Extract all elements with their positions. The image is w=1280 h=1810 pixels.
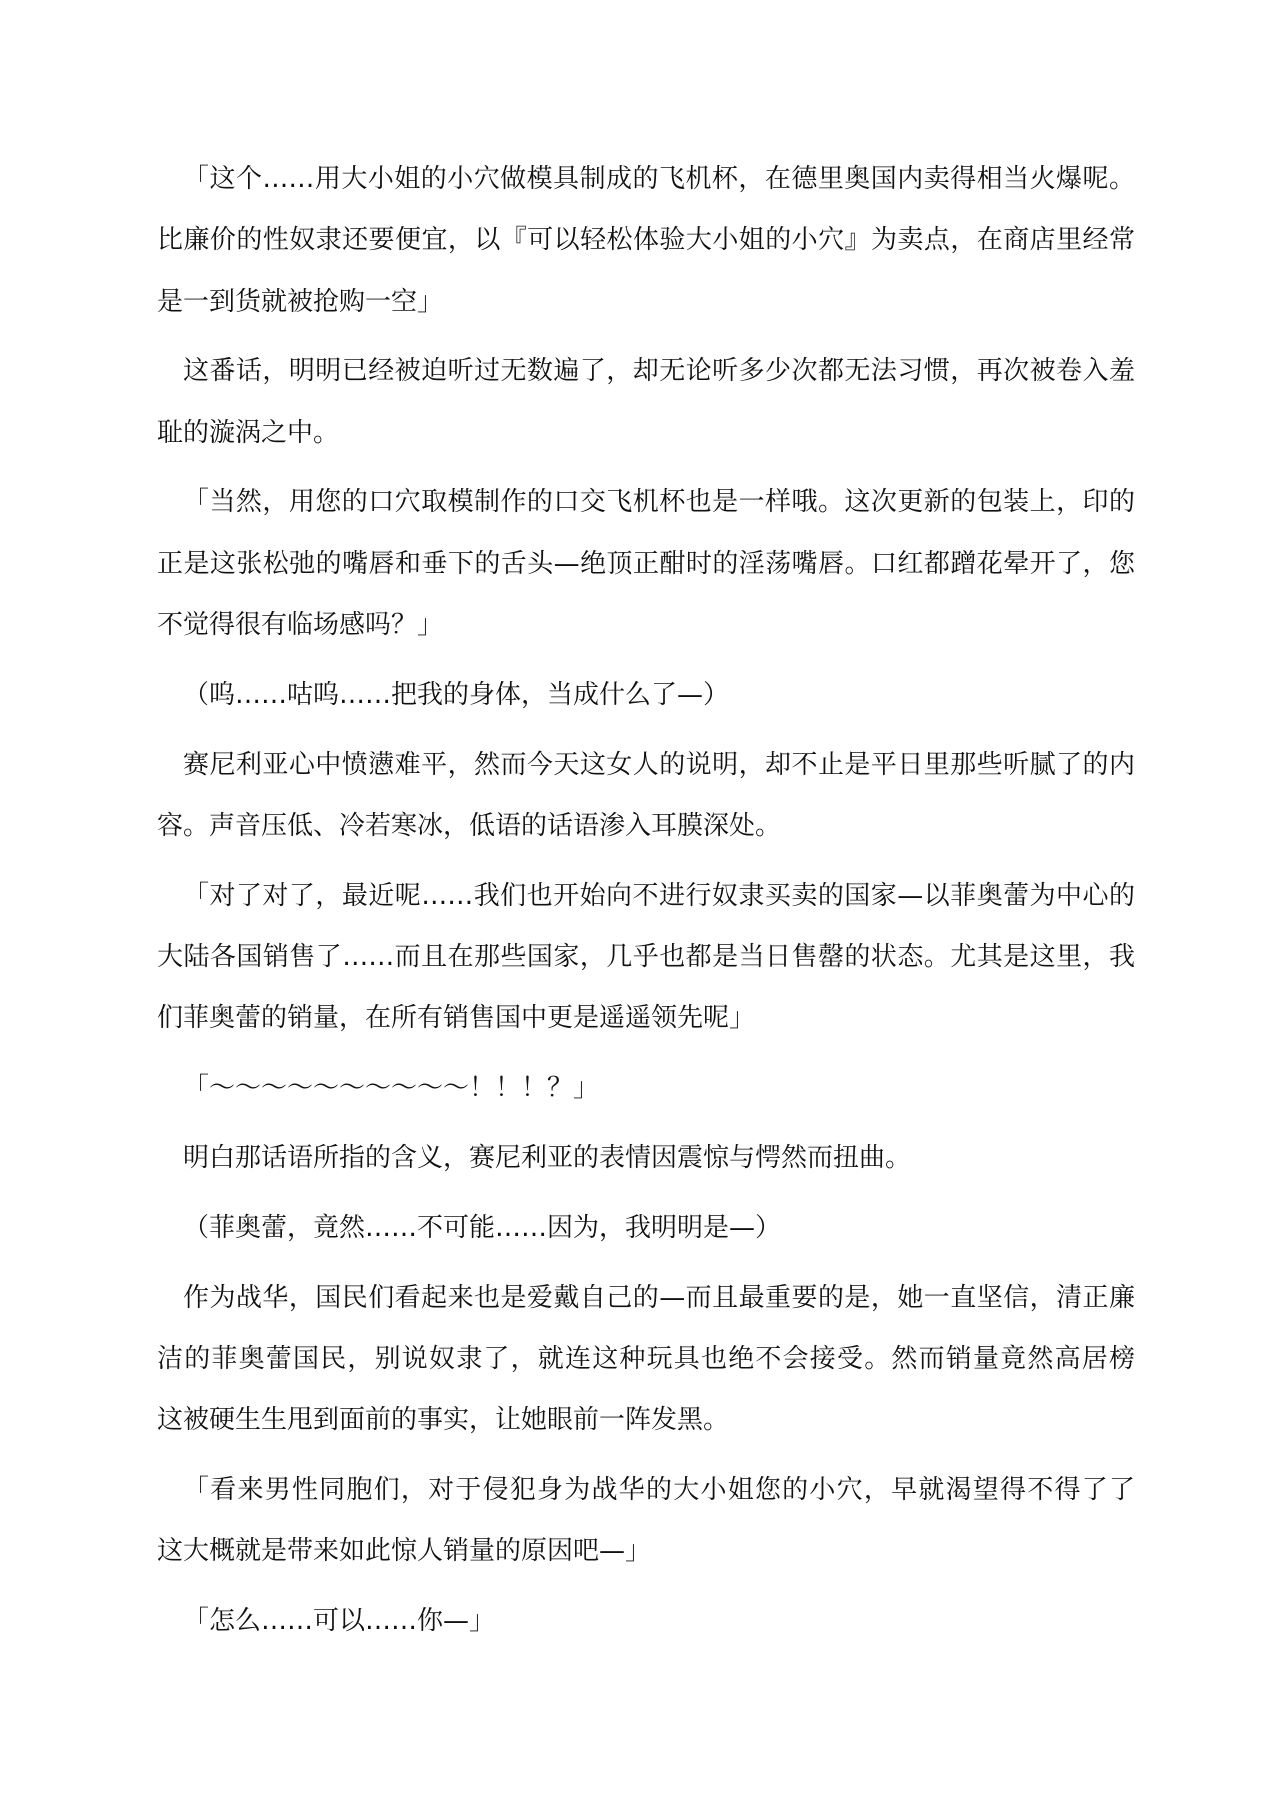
text-line: 「对了对了，最近呢……我们也开始向不进行奴隶买卖的国家—以菲奥蕾为中心的 (183, 880, 1135, 911)
text-line: 们菲奥蕾的销量，在所有销售国中更是遥遥领先呢」 (157, 1003, 756, 1034)
text-line: 大陆各国销售了……而且在那些国家，几乎也都是当日售罄的状态。尤其是这里，我 (157, 942, 1135, 973)
text-line: 不觉得很有临场感吗？」 (157, 610, 444, 641)
paragraph (157, 341, 1135, 464)
text-line: （菲奥蕾，竟然……不可能……因为，我明明是—） (183, 1212, 782, 1243)
text-line: 容。声音压低、冷若寒冰，低语的话语渗入耳膜深处。 (157, 810, 782, 841)
paragraph (157, 1058, 1135, 1119)
paragraph (157, 1460, 1135, 1583)
text-line: 作为战华，国民们看起来也是爱戴自己的—而且最重要的是，她一直坚信，清正廉 (183, 1282, 1135, 1313)
text-line: 比廉价的性奴隶还要便宜，以『可以轻松体验大小姐的小穴』为卖点，在商店里经常 (157, 225, 1135, 256)
paragraph (157, 1591, 1135, 1652)
text-line: 洁的菲奥蕾国民，别说奴隶了，就连这种玩具也绝不会接受。然而销量竟然高居榜 (157, 1343, 1135, 1374)
paragraph (157, 149, 1135, 333)
paragraph (157, 665, 1135, 726)
paragraph (157, 1128, 1135, 1189)
text-line: 这被硬生生甩到面前的事实，让她眼前一阵发黑。 (157, 1405, 730, 1436)
text-line: 明白那话语所指的含义，赛尼利亚的表情因震惊与愕然而扭曲。 (183, 1142, 912, 1173)
text-line: 「当然，用您的口穴取模制作的口交飞机杯也是一样哦。这次更新的包装上，印的 (183, 487, 1135, 518)
paragraph (157, 1268, 1135, 1452)
paragraph (157, 866, 1135, 1050)
text-line: （呜……咕呜……把我的身体，当成什么了—） (183, 679, 730, 710)
text-line: 「这个……用大小姐的小穴做模具制成的飞机杯，在德里奥国内卖得相当火爆呢。 (183, 164, 1135, 194)
text-line: 正是这张松弛的嘴唇和垂下的舌头—绝顶正酣时的淫荡嘴唇。口红都蹭花晕开了，您 (157, 548, 1135, 579)
paragraph (157, 735, 1135, 858)
paragraph (157, 1198, 1135, 1259)
text-line: 这大概就是带来如此惊人销量的原因吧—」 (157, 1536, 652, 1567)
text-line: 赛尼利亚心中愤懑难平，然而今天这女人的说明，却不止是平日里那些听腻了的内 (183, 749, 1135, 780)
document-body (157, 149, 1135, 1661)
paragraph (157, 472, 1135, 656)
text-line: 耻的漩涡之中。 (157, 417, 340, 448)
text-line: 「～～～～～～～～～～！！！？」 (183, 1073, 600, 1104)
text-line: 「怎么……可以……你—」 (183, 1606, 496, 1637)
text-line: 是一到货就被抢购一空」 (157, 286, 444, 317)
text-line: 「看来男性同胞们，对于侵犯身为战华的大小姐您的小穴，早就渴望得不得了了 (183, 1474, 1135, 1505)
text-line: 这番话，明明已经被迫听过无数遍了，却无论听多少次都无法习惯，再次被卷入羞 (183, 356, 1135, 387)
